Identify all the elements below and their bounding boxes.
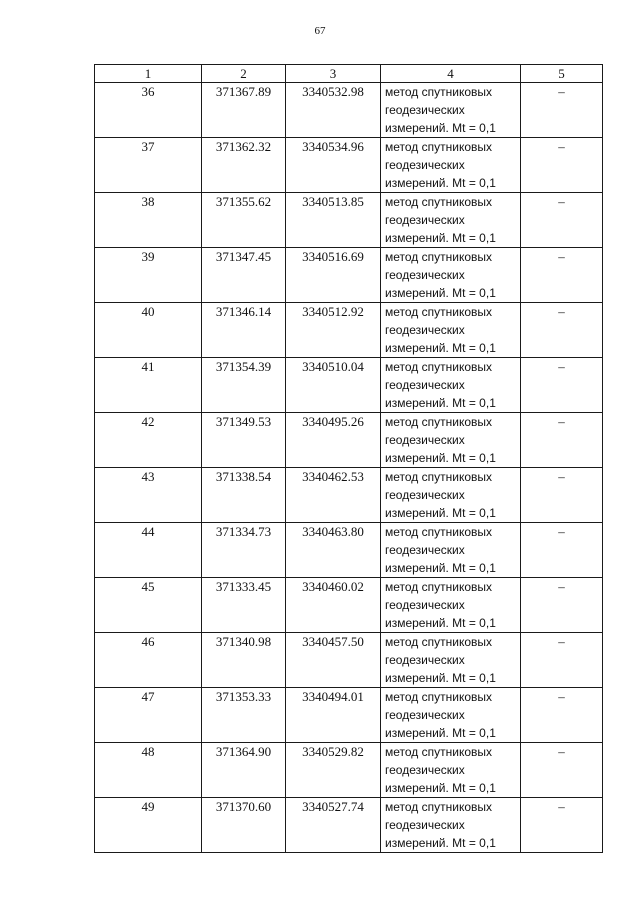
table-row — [95, 523, 603, 578]
method-cell — [381, 413, 521, 468]
method-line: геодезических — [385, 763, 465, 777]
method-line: измерений. Mt = 0,1 — [385, 451, 496, 465]
table-row — [95, 248, 603, 303]
table-row — [95, 303, 603, 358]
method-line: метод спутниковых — [385, 195, 493, 209]
method-line: метод спутниковых — [385, 415, 493, 429]
note-cell: – — [521, 193, 603, 248]
note-cell: – — [521, 413, 603, 468]
note-cell: – — [521, 468, 603, 523]
method-cell — [381, 83, 521, 138]
coordinate-y: 3340513.85 — [286, 193, 381, 248]
coordinate-x: 371349.53 — [202, 413, 286, 468]
point-number: 40 — [95, 303, 202, 358]
table-row — [95, 358, 603, 413]
method-cell — [381, 358, 521, 413]
column-header: 5 — [521, 65, 603, 83]
note-cell: – — [521, 138, 603, 193]
method-cell — [381, 578, 521, 633]
table-row — [95, 468, 603, 523]
coordinate-x: 371334.73 — [202, 523, 286, 578]
note-cell: – — [521, 743, 603, 798]
method-line: геодезических — [385, 543, 465, 557]
coordinate-x: 371340.98 — [202, 633, 286, 688]
method-line: измерений. Mt = 0,1 — [385, 836, 496, 850]
method-line: геодезических — [385, 818, 465, 832]
table-row — [95, 578, 603, 633]
method-line: измерений. Mt = 0,1 — [385, 176, 496, 190]
method-line: метод спутниковых — [385, 690, 493, 704]
point-number: 44 — [95, 523, 202, 578]
point-number: 46 — [95, 633, 202, 688]
method-line: геодезических — [385, 158, 465, 172]
point-number: 39 — [95, 248, 202, 303]
method-line: геодезических — [385, 323, 465, 337]
method-line: метод спутниковых — [385, 800, 493, 814]
method-line: измерений. Mt = 0,1 — [385, 781, 496, 795]
method-line: геодезических — [385, 708, 465, 722]
point-number: 38 — [95, 193, 202, 248]
method-cell — [381, 468, 521, 523]
column-header: 1 — [95, 65, 202, 83]
note-cell: – — [521, 83, 603, 138]
column-header: 2 — [202, 65, 286, 83]
method-line: метод спутниковых — [385, 525, 493, 539]
coordinate-x: 371354.39 — [202, 358, 286, 413]
method-cell — [381, 138, 521, 193]
table-row — [95, 83, 603, 138]
note-cell: – — [521, 688, 603, 743]
coordinate-y: 3340495.26 — [286, 413, 381, 468]
point-number: 45 — [95, 578, 202, 633]
method-line: измерений. Mt = 0,1 — [385, 561, 496, 575]
coordinate-y: 3340462.53 — [286, 468, 381, 523]
coordinate-y: 3340494.01 — [286, 688, 381, 743]
point-number: 47 — [95, 688, 202, 743]
note-cell: – — [521, 358, 603, 413]
column-header: 3 — [286, 65, 381, 83]
method-line: метод спутниковых — [385, 745, 493, 759]
coordinate-y: 3340510.04 — [286, 358, 381, 413]
point-number: 49 — [95, 798, 202, 853]
method-line: метод спутниковых — [385, 85, 493, 99]
table-row — [95, 743, 603, 798]
method-line: измерений. Mt = 0,1 — [385, 506, 496, 520]
point-number: 42 — [95, 413, 202, 468]
coordinate-x: 371333.45 — [202, 578, 286, 633]
method-line: метод спутниковых — [385, 470, 493, 484]
table-header-row — [95, 65, 603, 83]
coordinate-y: 3340529.82 — [286, 743, 381, 798]
method-line: геодезических — [385, 433, 465, 447]
method-line: геодезических — [385, 598, 465, 612]
page-number: 67 — [314, 25, 326, 37]
method-line: измерений. Mt = 0,1 — [385, 396, 496, 410]
method-line: метод спутниковых — [385, 250, 493, 264]
method-line: геодезических — [385, 213, 465, 227]
note-cell: – — [521, 798, 603, 853]
note-cell: – — [521, 523, 603, 578]
coordinate-y: 3340532.98 — [286, 83, 381, 138]
method-line: метод спутниковых — [385, 635, 493, 649]
table-row — [95, 193, 603, 248]
coordinate-y: 3340512.92 — [286, 303, 381, 358]
coordinate-x: 371355.62 — [202, 193, 286, 248]
column-header: 4 — [381, 65, 521, 83]
point-number: 48 — [95, 743, 202, 798]
method-line: метод спутниковых — [385, 305, 493, 319]
point-number: 43 — [95, 468, 202, 523]
method-cell — [381, 743, 521, 798]
coordinate-x: 371347.45 — [202, 248, 286, 303]
table-row — [95, 688, 603, 743]
coordinate-y: 3340534.96 — [286, 138, 381, 193]
method-line: измерений. Mt = 0,1 — [385, 231, 496, 245]
method-line: геодезических — [385, 268, 465, 282]
coordinates-table — [94, 64, 603, 853]
coordinate-x: 371362.32 — [202, 138, 286, 193]
coordinate-x: 371367.89 — [202, 83, 286, 138]
method-line: измерений. Mt = 0,1 — [385, 341, 496, 355]
method-cell — [381, 523, 521, 578]
coordinate-x: 371364.90 — [202, 743, 286, 798]
method-line: метод спутниковых — [385, 580, 493, 594]
method-line: метод спутниковых — [385, 360, 493, 374]
method-line: измерений. Mt = 0,1 — [385, 671, 496, 685]
note-cell: – — [521, 578, 603, 633]
method-line: геодезических — [385, 103, 465, 117]
coordinate-x: 371370.60 — [202, 798, 286, 853]
method-line: геодезических — [385, 653, 465, 667]
note-cell: – — [521, 633, 603, 688]
note-cell: – — [521, 303, 603, 358]
table-row — [95, 798, 603, 853]
method-cell — [381, 193, 521, 248]
method-line: измерений. Mt = 0,1 — [385, 616, 496, 630]
coordinate-y: 3340457.50 — [286, 633, 381, 688]
coordinate-y: 3340463.80 — [286, 523, 381, 578]
method-line: измерений. Mt = 0,1 — [385, 121, 496, 135]
point-number: 36 — [95, 83, 202, 138]
coordinate-y: 3340527.74 — [286, 798, 381, 853]
method-cell — [381, 798, 521, 853]
method-line: измерений. Mt = 0,1 — [385, 286, 496, 300]
coordinate-y: 3340460.02 — [286, 578, 381, 633]
table-row — [95, 138, 603, 193]
method-line: метод спутниковых — [385, 140, 493, 154]
point-number: 41 — [95, 358, 202, 413]
coordinate-x: 371353.33 — [202, 688, 286, 743]
method-line: геодезических — [385, 378, 465, 392]
point-number: 37 — [95, 138, 202, 193]
method-line: геодезических — [385, 488, 465, 502]
coordinate-x: 371346.14 — [202, 303, 286, 358]
coordinate-y: 3340516.69 — [286, 248, 381, 303]
method-line: измерений. Mt = 0,1 — [385, 726, 496, 740]
method-cell — [381, 303, 521, 358]
method-cell — [381, 248, 521, 303]
method-cell — [381, 688, 521, 743]
note-cell: – — [521, 248, 603, 303]
method-cell — [381, 633, 521, 688]
table-row — [95, 633, 603, 688]
coordinate-x: 371338.54 — [202, 468, 286, 523]
table-row — [95, 413, 603, 468]
